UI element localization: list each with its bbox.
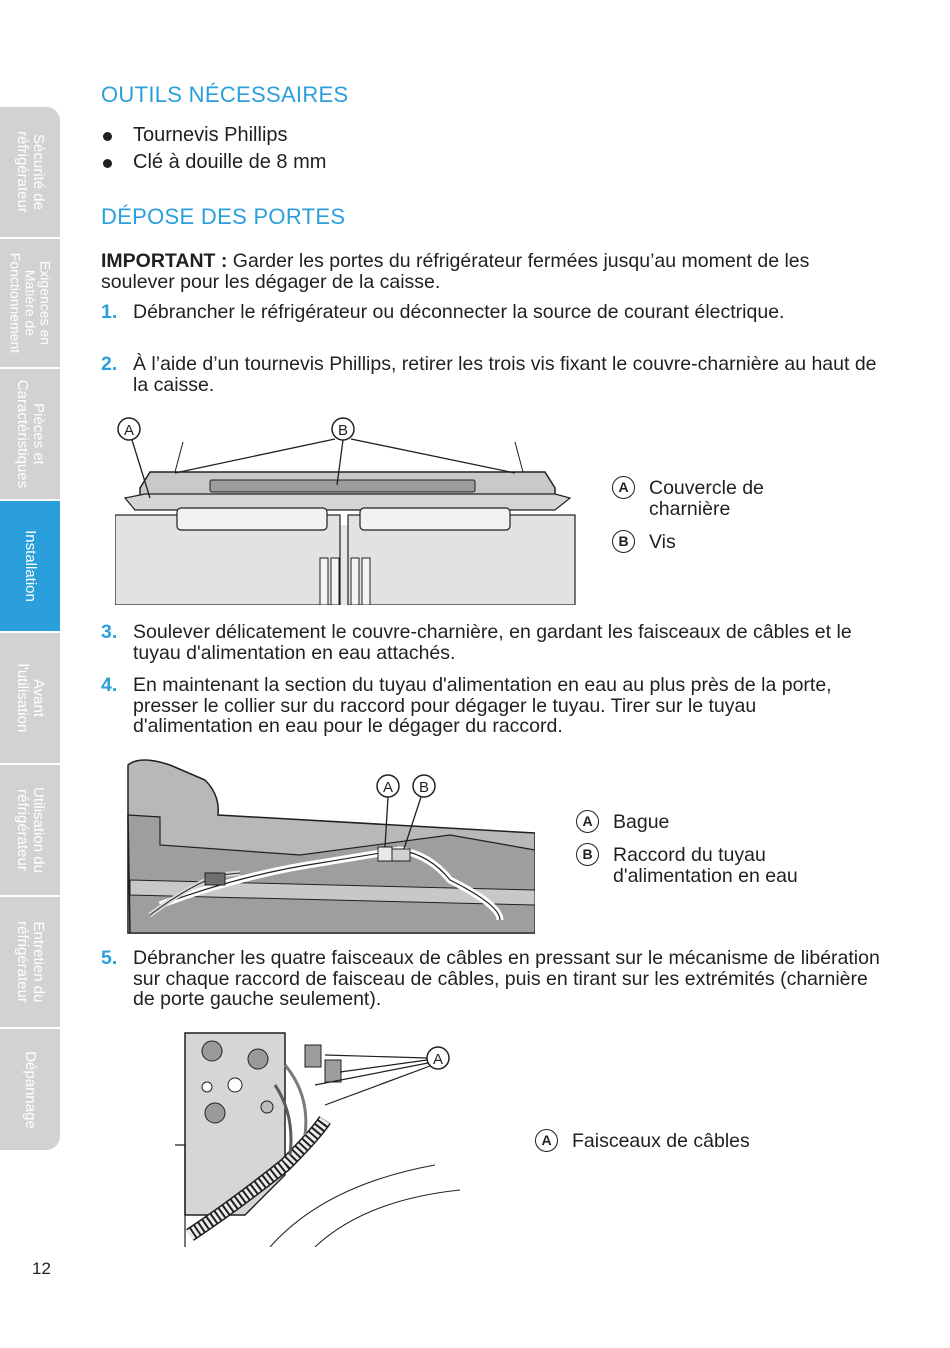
figure3-legend (535, 1131, 750, 1164)
important-label: IMPORTANT : (101, 250, 228, 272)
legend-letter: A (612, 476, 635, 499)
legend-item (612, 532, 764, 553)
legend-text: Raccord du tuyau d'alimentation en eau (613, 844, 798, 887)
step-text: À l’aide d’un tournevis Phillips, retirer les trois vis fixant le couvre-charnière au haut de la caisse. (133, 353, 877, 396)
removal-heading: DÉPOSE DES PORTES (101, 204, 346, 229)
callout-b-label: B (337, 422, 349, 439)
important-text: Garder les portes du réfrigérateur fermées jusqu’au moment de les soulever pour les dégager de la caisse. (101, 250, 810, 293)
tab-avant-utilisation[interactable] (0, 633, 60, 765)
tab-securite[interactable] (0, 107, 60, 239)
tab-depannage[interactable] (0, 1029, 60, 1150)
important-note (101, 251, 881, 292)
legend-item (612, 478, 764, 520)
list-item: Clé à douille de 8 mm (102, 149, 326, 176)
step-4 (101, 675, 881, 737)
callout-b-label: B (418, 779, 430, 796)
step-number: 2. (101, 353, 118, 375)
page-number: 12 (32, 1259, 51, 1278)
tab-label: Entretien du réfrigérateur (14, 921, 47, 1003)
step-number: 1. (101, 301, 118, 323)
section-tabs (0, 107, 60, 1150)
legend-item (576, 845, 798, 887)
legend-letter: B (612, 530, 635, 553)
step-number: 3. (101, 621, 118, 643)
tab-installation[interactable] (0, 501, 60, 633)
legend-item (576, 812, 798, 833)
step-text: Soulever délicatement le couvre-charnière, en gardant les faisceaux de câbles et le tuyau d'alimentation en eau attachés. (133, 621, 852, 664)
legend-item (535, 1131, 750, 1152)
tab-label: Avant l'utilisation (14, 663, 47, 733)
tab-label: Dépannage (22, 1050, 39, 1129)
step-number: 4. (101, 674, 118, 696)
callout-a-label: A (123, 422, 135, 439)
legend-text: Couvercle de charnière (649, 477, 764, 520)
step-5 (101, 948, 881, 1010)
legend-letter: A (576, 810, 599, 833)
tab-label: Installation (22, 530, 39, 602)
tab-label: Utilisation du réfrigérateur (14, 787, 47, 873)
step-1 (101, 302, 881, 323)
tools-list (102, 122, 326, 176)
tab-label: Pièces et Caractéristiques (14, 379, 47, 489)
figure2-legend (576, 812, 798, 899)
step-number: 5. (101, 947, 118, 969)
step-3 (101, 622, 881, 663)
tab-pieces[interactable] (0, 369, 60, 501)
step-text: Débrancher les quatre faisceaux de câbles en pressant sur le mécanisme de libération sur chaque raccord de faisceau de câbles, puis en tirant sur les extrémités (charnière de porte gauche seulement). (133, 947, 880, 1010)
legend-text: Vis (649, 531, 676, 553)
legend-text: Bague (613, 811, 670, 833)
legend-text: Faisceaux de câbles (572, 1130, 750, 1152)
callout-a-label: A (432, 1051, 444, 1068)
legend-letter: B (576, 843, 599, 866)
figure1-legend (612, 478, 764, 565)
tab-exigences[interactable] (0, 239, 60, 369)
hinge-cover-figure (115, 410, 585, 605)
list-item: Tournevis Phillips (102, 122, 326, 149)
tools-heading: OUTILS NÉCESSAIRES (101, 82, 349, 107)
water-line-figure (120, 755, 535, 935)
step-2 (101, 354, 881, 395)
step-text: En maintenant la section du tuyau d'alimentation en eau au plus près de la porte, presser le collier sur du raccord pour dégager le tuyau. Tirer sur le tuyau d'alimentation en eau pour le dégager du raccord. (133, 674, 832, 737)
wire-harness-figure (175, 1025, 460, 1247)
tab-entretien[interactable] (0, 897, 60, 1029)
tab-utilisation[interactable] (0, 765, 60, 897)
callout-a-label: A (382, 779, 394, 796)
tab-label: Sécurité de réfrigérateur (14, 131, 47, 213)
legend-letter: A (535, 1129, 558, 1152)
tab-label: Exigences en Matière de Fonctionnement (7, 252, 54, 354)
step-text: Débrancher le réfrigérateur ou déconnecter la source de courant électrique. (133, 301, 785, 323)
